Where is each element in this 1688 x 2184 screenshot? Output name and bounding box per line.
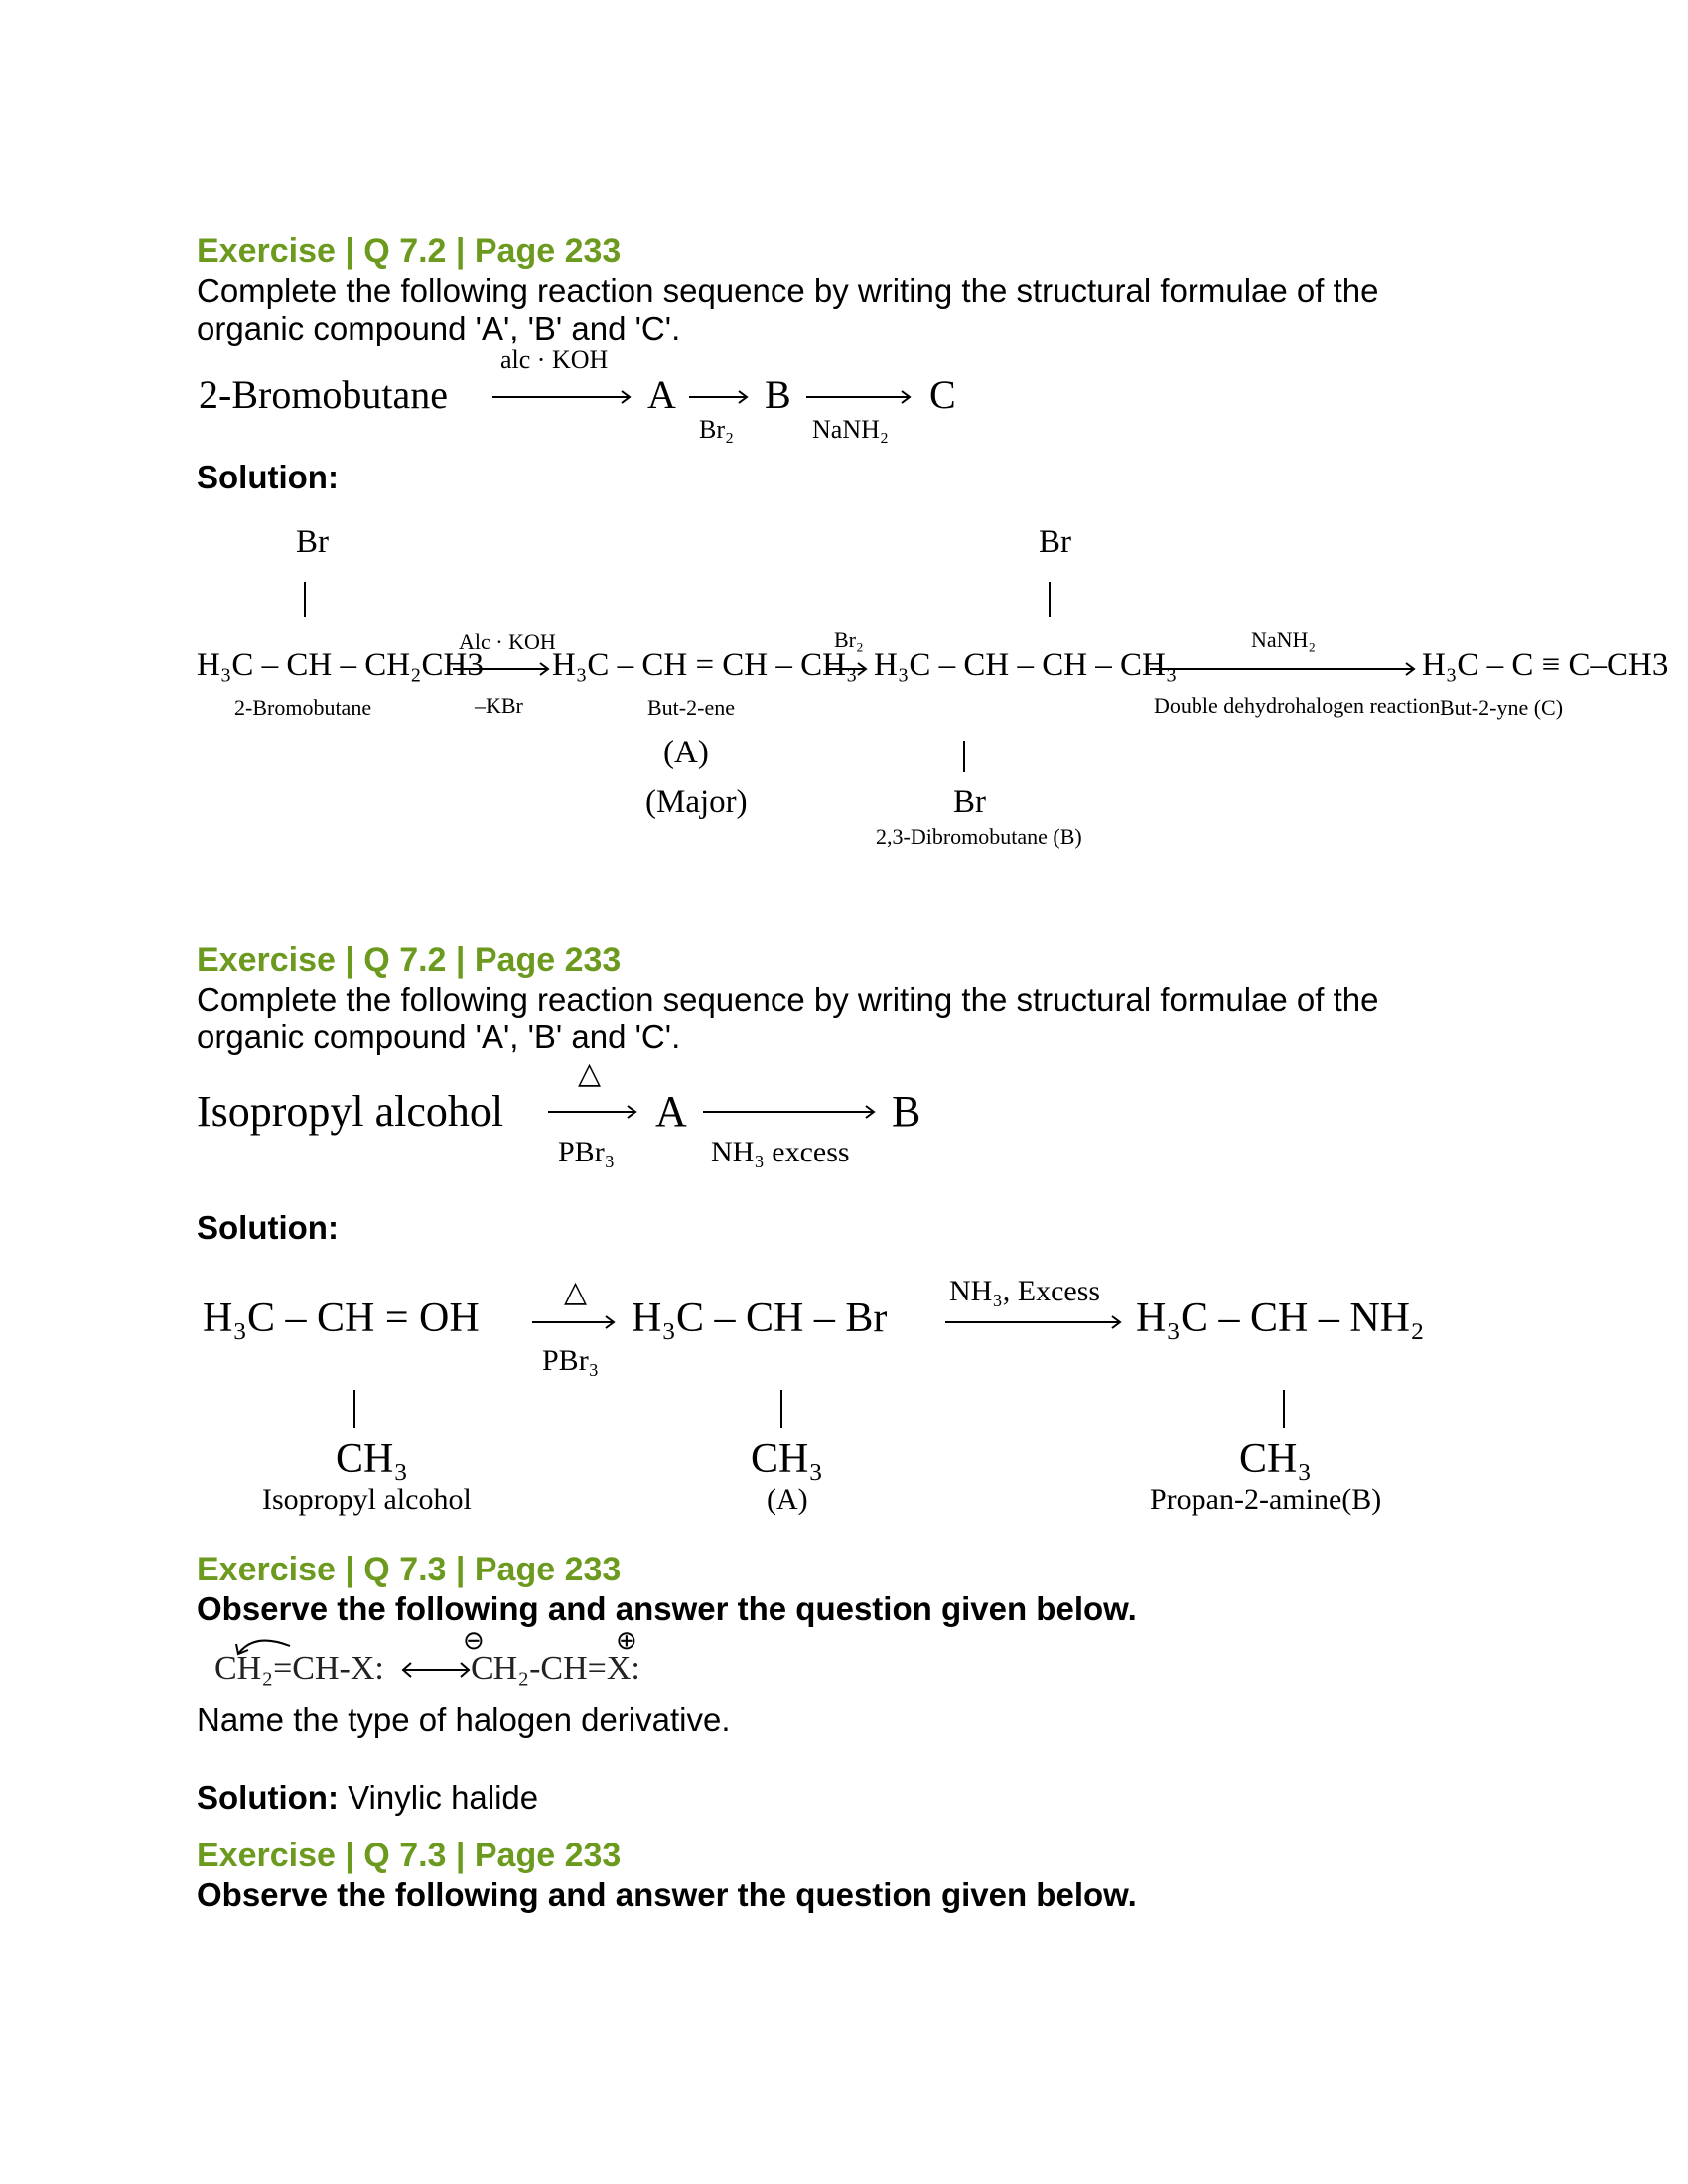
exercise-heading: Exercise | Q 7.2 | Page 233 (197, 232, 622, 270)
bond-line (304, 582, 306, 617)
reagent-label: alc · KOH (500, 345, 609, 374)
reaction-arrow (806, 389, 914, 405)
compound-name: Propan-2-amine(B) (1150, 1483, 1382, 1516)
reaction-arrow (1150, 661, 1418, 677)
reagent-label: NaNH₂ (812, 415, 889, 444)
question-instruction: Observe the following and answer the question given below. (197, 1590, 1137, 1627)
bond-line (353, 1390, 355, 1428)
heat-symbol: △ (578, 1057, 602, 1090)
structure-but-2-ene: H₃C – CH = CH – CH₃ (552, 647, 858, 683)
reaction-arrow (828, 661, 870, 677)
bond-line (780, 1390, 782, 1428)
positive-charge-icon: ⊕ (616, 1626, 637, 1655)
solution-label: Solution: (197, 1779, 339, 1816)
negative-charge-icon: ⊖ (463, 1626, 485, 1655)
methyl-group: CH₃ (336, 1436, 408, 1482)
reagent-label: Br₂ (699, 415, 735, 444)
compound-name: 2,3-Dibromobutane (B) (876, 824, 1082, 849)
reaction-arrow (703, 1104, 878, 1120)
question-line: organic compound 'A', 'B' and 'C'. (197, 1019, 681, 1055)
exercise-heading: Exercise | Q 7.3 | Page 233 (197, 1837, 622, 1874)
reaction-arrow (532, 1314, 618, 1330)
resonance-structure-left: CH₂=CH-X: (214, 1650, 384, 1687)
compound-B: B (892, 1087, 921, 1136)
question-text: Name the type of halogen derivative. (197, 1702, 731, 1738)
reagent-label: –KBr (475, 693, 523, 718)
bond-line (1049, 582, 1051, 617)
reagent-label: NH₃ excess (711, 1136, 850, 1168)
reaction-arrow (492, 389, 633, 405)
reactant: Isopropyl alcohol (197, 1087, 504, 1136)
reactant: 2-Bromobutane (199, 372, 449, 417)
exercise-heading: Exercise | Q 7.2 | Page 233 (197, 941, 622, 979)
bond-line (1283, 1390, 1285, 1428)
question-instruction: Observe the following and answer the question given below. (197, 1876, 1137, 1913)
reaction-arrow (945, 1314, 1124, 1330)
compound-tag: (Major) (645, 784, 748, 820)
structure-isopropyl-alcohol: H₃C – CH = OH (203, 1296, 480, 1341)
reagent-label: PBr₃ (542, 1344, 600, 1377)
heat-symbol: △ (564, 1276, 588, 1308)
question-line: organic compound 'A', 'B' and 'C'. (197, 310, 681, 346)
compound-name: (A) (767, 1483, 808, 1516)
compound-tag: (A) (663, 735, 709, 770)
methyl-group: CH₃ (1239, 1436, 1312, 1482)
methyl-group: CH₃ (751, 1436, 823, 1482)
reagent-label: PBr₃ (558, 1136, 616, 1168)
exercise-heading: Exercise | Q 7.3 | Page 233 (197, 1551, 622, 1588)
structure-but-2-yne: H₃C – C ≡ C–CH3 (1422, 647, 1669, 683)
reagent-label: Double dehydrohalogen reaction (1154, 693, 1441, 718)
solution-label: Solution: (197, 459, 339, 495)
bromo-substituent: Br (1039, 524, 1071, 560)
reagent-label: Alc · KOH (459, 629, 556, 654)
reaction-arrow (689, 389, 751, 405)
structure-dibromobutane: H₃C – CH – CH – CH₃ (874, 647, 1178, 683)
reaction-arrow (548, 1104, 639, 1120)
reagent-label: NaNH₂ (1251, 627, 1317, 652)
reagent-label: NH₃, Excess (949, 1275, 1101, 1307)
bond-line (963, 741, 965, 772)
question-line: Complete the following reaction sequence by writing the structural formulae of the (197, 272, 1379, 309)
bromo-substituent: Br (296, 524, 329, 560)
compound-name: Isopropyl alcohol (262, 1483, 472, 1516)
bromo-substituent: Br (953, 784, 986, 820)
compound-name: 2-Bromobutane (234, 695, 372, 720)
reagent-label: Br₂ (834, 627, 864, 652)
compound-A: A (647, 372, 676, 417)
solution-line (197, 1779, 538, 1817)
solution-label: Solution: (197, 1209, 339, 1246)
compound-name: But-2-ene (647, 695, 735, 720)
structure-A: H₃C – CH – Br (632, 1296, 888, 1341)
resonance-structure-right: CH₂-CH=X: (471, 1650, 640, 1687)
question-line: Complete the following reaction sequence by writing the structural formulae of the (197, 981, 1379, 1018)
reaction-arrow (453, 661, 552, 677)
solution-answer: Vinylic halide (338, 1779, 539, 1816)
structure-2-bromobutane: H₃C – CH – CH₂CH3 (197, 647, 484, 683)
compound-name: But-2-yne (C) (1440, 695, 1564, 720)
compound-B: B (765, 372, 791, 417)
resonance-arrow-icon (399, 1660, 473, 1680)
compound-A: A (655, 1087, 687, 1136)
compound-C: C (929, 372, 956, 417)
structure-B: H₃C – CH – NH₂ (1136, 1296, 1425, 1341)
